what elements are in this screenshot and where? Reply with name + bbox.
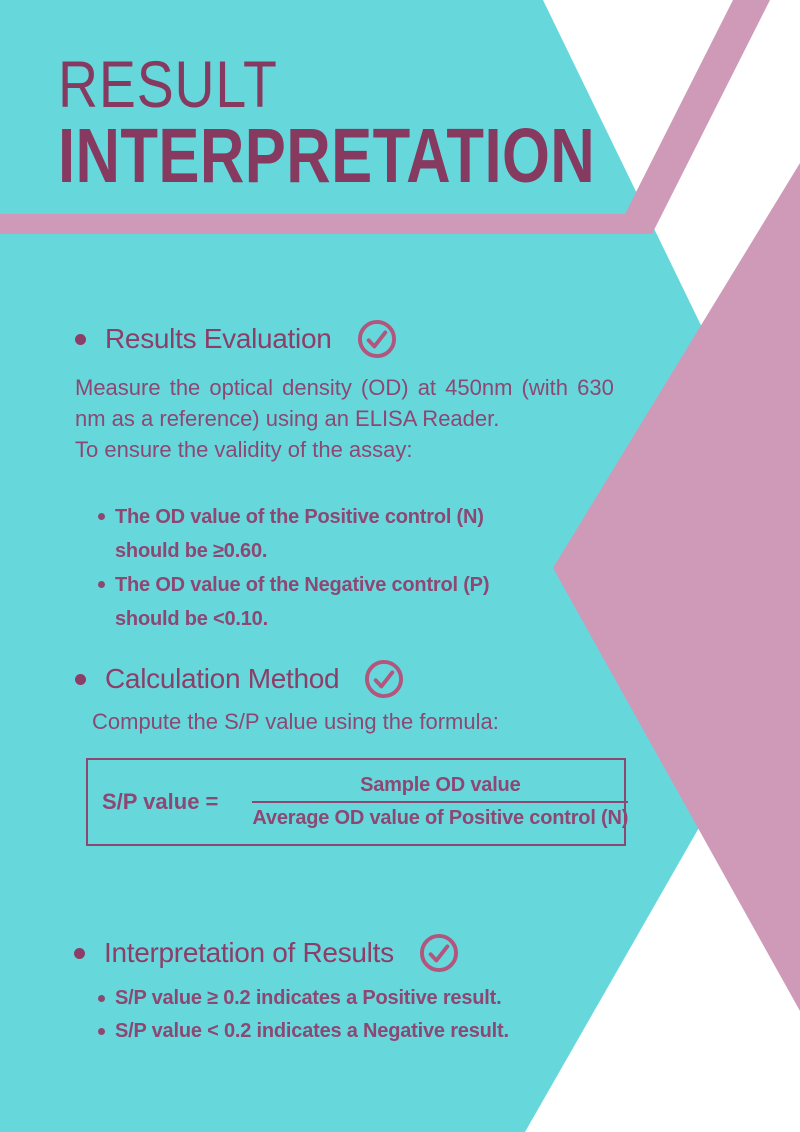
page-title-line-1: RESULT bbox=[58, 47, 278, 121]
list-item: S/P value ≥ 0.2 indicates a Positive result. bbox=[98, 982, 509, 1015]
formula-fraction bbox=[252, 774, 628, 830]
calculation-method-intro: Compute the S/P value using the formula: bbox=[92, 709, 499, 734]
list-item bbox=[98, 500, 489, 568]
criterion-text: The OD value of the Negative control (P) bbox=[115, 574, 490, 596]
formula-denominator: Average OD value of Positive control (N) bbox=[252, 807, 629, 829]
paragraph-line: Measure the optical density (OD) at 450nm (with 630 bbox=[75, 375, 614, 400]
check-circle-icon bbox=[418, 932, 460, 974]
section-interpretation-of-results-heading bbox=[74, 932, 460, 974]
criterion-text: The OD value of the Positive control (N) bbox=[115, 506, 484, 528]
list-item: S/P value < 0.2 indicates a Negative result. bbox=[98, 1015, 509, 1048]
paragraph-line: nm as a reference) using an ELISA Reader. bbox=[75, 406, 500, 431]
sp-formula-box bbox=[86, 758, 629, 846]
section-calculation-method-heading bbox=[75, 658, 405, 700]
check-circle-icon bbox=[363, 658, 405, 700]
criterion-text: should be <0.10. bbox=[115, 608, 268, 630]
bullet-dot bbox=[74, 948, 85, 959]
check-circle-icon bbox=[356, 318, 398, 360]
formula-lhs: S/P value = bbox=[102, 789, 219, 814]
section-heading-label: Interpretation of Results bbox=[104, 937, 394, 968]
section-results-evaluation-heading bbox=[75, 318, 398, 360]
paragraph-line: To ensure the validity of the assay: bbox=[75, 437, 413, 462]
section-heading-label: Results Evaluation bbox=[105, 323, 332, 354]
validity-criteria-list bbox=[98, 500, 489, 636]
list-item bbox=[98, 568, 489, 636]
section-heading-label: Calculation Method bbox=[105, 663, 340, 694]
bullet-dot bbox=[75, 334, 86, 345]
results-evaluation-paragraph bbox=[75, 372, 614, 465]
criterion-text: should be ≥0.60. bbox=[115, 540, 268, 562]
formula-numerator: Sample OD value bbox=[360, 774, 521, 796]
page-title-line-2: INTERPRETATION bbox=[58, 113, 596, 199]
fraction-bar bbox=[252, 801, 628, 803]
bullet-dot bbox=[75, 674, 86, 685]
interpretation-rules-list bbox=[98, 982, 509, 1048]
